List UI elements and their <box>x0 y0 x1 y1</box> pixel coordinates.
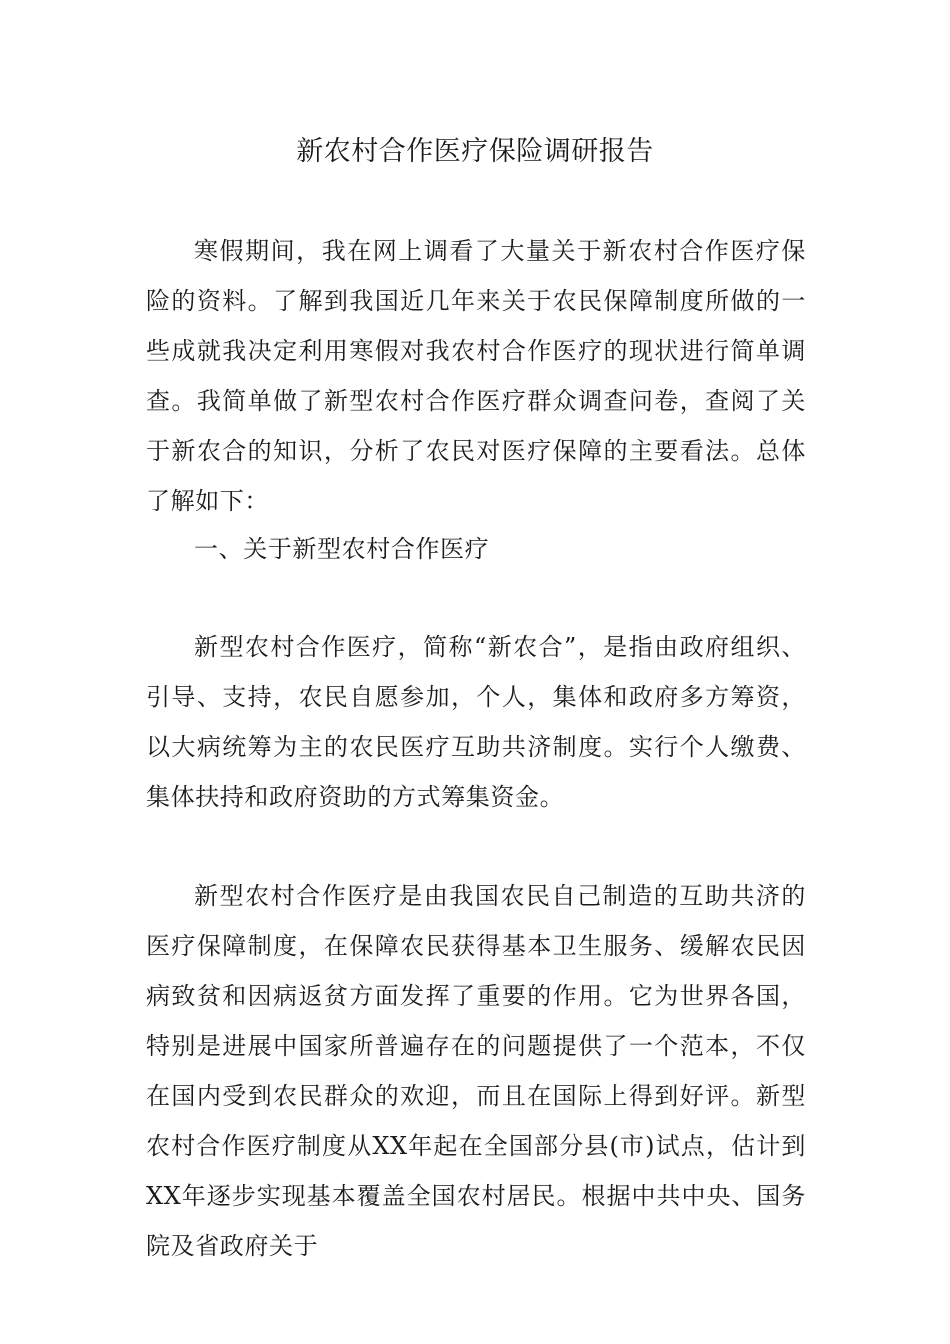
paragraph-definition: 新型农村合作医疗，简称“新农合”，是指由政府组织、引导、支持，农民自愿参加，个人，集体和政府多方筹资，以大病统筹为主的农民医疗互助共济制度。实行个人缴费、集体扶持和政府资助的方式筹集资金。 <box>146 633 806 811</box>
paragraph-intro: 寒假期间，我在网上调看了大量关于新农村合作医疗保险的资料。了解到我国近几年来关于农民保障制度所做的一些成就我决定利用寒假对我农村合作医疗的现状进行简单调查。我简单做了新型农村合作医疗群众调查问卷，查阅了关于新农合的知识，分析了农民对医疗保障的主要看法。总体了解如下： <box>146 237 806 515</box>
document-title: 新农村合作医疗保险调研报告 <box>296 136 654 167</box>
section-heading-1: 一、关于新型农村合作医疗 <box>194 535 490 563</box>
paragraph-background: 新型农村合作医疗是由我国农民自己制造的互助共济的医疗保障制度，在保障农民获得基本卫生服务、缓解农民因病致贫和因病返贫方面发挥了重要的作用。它为世界各国，特别是进展中国家所普遍存在的问题提供了一个范本，不仅在国内受到农民群众的欢迎，而且在国际上得到好评。新型农村合作医疗制度从XX年起在全国部分县(市)试点，估计到XX年逐步实现基本覆盖全国农村居民。根据中共中央、国务院及省政府关于 <box>146 882 806 1260</box>
